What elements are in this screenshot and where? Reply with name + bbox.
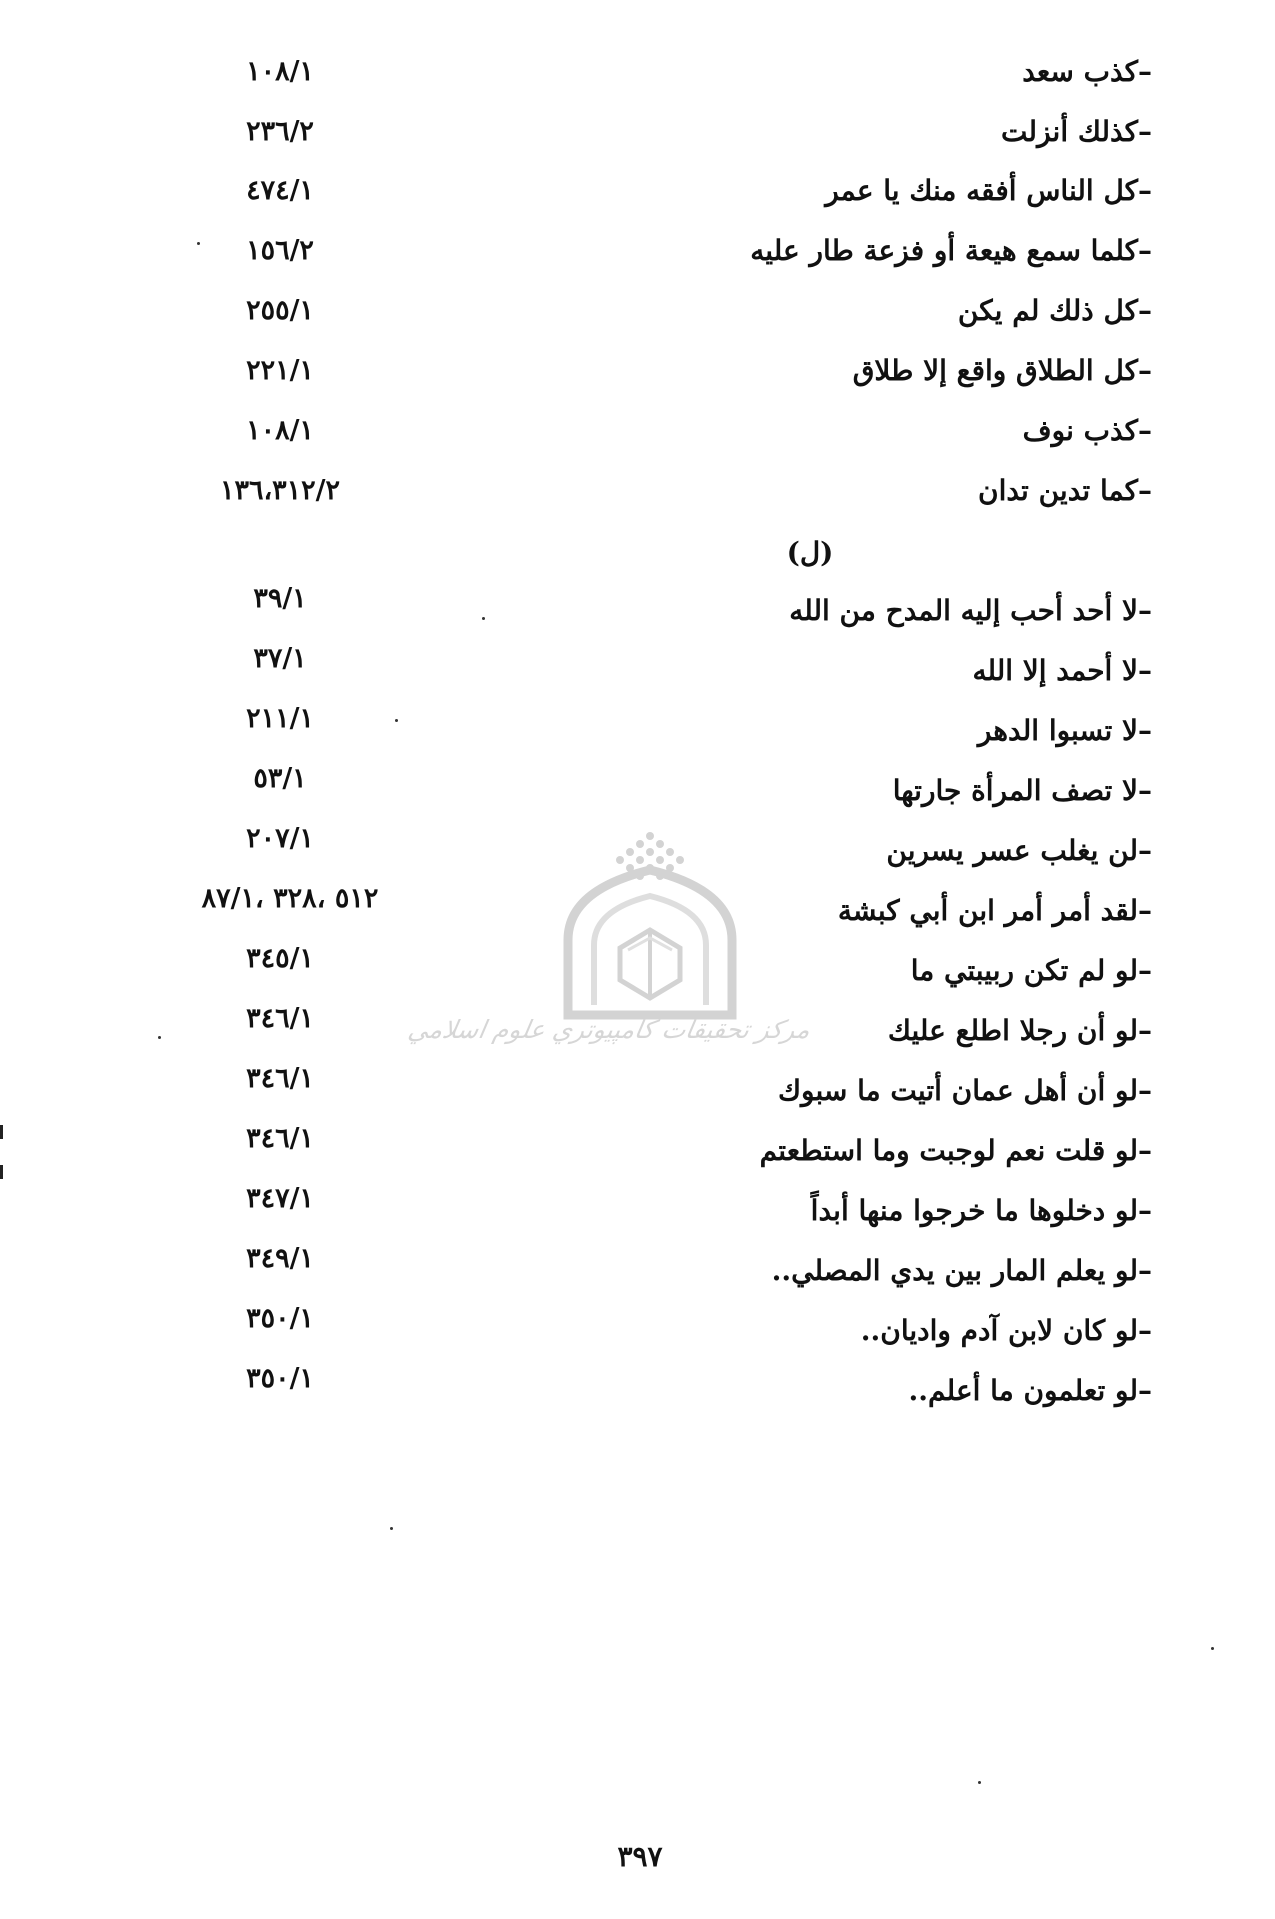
page-reference: ٣٩/١ <box>253 583 307 614</box>
hadith-entry: –لو لم تكن ربيبتي ما <box>910 954 1152 987</box>
scan-edge-mark <box>0 1125 3 1139</box>
index-row <box>0 411 1275 471</box>
page-reference: ٢٥٥/١ <box>246 295 314 326</box>
hadith-entry: –لو تعلمون ما أعلم.. <box>908 1374 1152 1407</box>
hadith-entry: –لقد أمر أمر ابن أبي كبشة <box>837 894 1152 927</box>
page-reference: ٣٤٧/١ <box>246 1183 314 1214</box>
scan-edge-mark <box>0 1165 3 1179</box>
page-reference: ٤٧٤/١ <box>246 175 314 206</box>
scan-speck <box>978 1781 981 1784</box>
hadith-entry: –لا أحمد إلا الله <box>972 654 1152 687</box>
hadith-entry: –لا أحد أحب إليه المدح من الله <box>789 594 1152 627</box>
page-number: ٣٩٧ <box>617 1840 663 1873</box>
hadith-entry: –كل ذلك لم يكن <box>957 294 1152 327</box>
page-reference: ٣٧/١ <box>253 643 307 674</box>
page-reference: ١٠٨/١ <box>246 415 314 446</box>
mosque-arch-book-logo-icon <box>490 830 810 1020</box>
scan-speck <box>158 1036 161 1039</box>
hadith-entry: –كما تدين تدان <box>978 474 1152 507</box>
index-row <box>0 231 1275 291</box>
page-reference: ١٣٦،٣١٢/٢ <box>219 475 341 506</box>
page-reference: ٣٤٦/١ <box>246 1123 314 1154</box>
hadith-entry: –لا تصف المرأة جارتها <box>892 774 1152 807</box>
page-reference: ٢١١/١ <box>246 703 314 734</box>
page-reference: ٣٤٦/١ <box>246 1063 314 1094</box>
page-reference: ٣٥٠/١ <box>246 1363 314 1394</box>
hadith-entry: –كذب سعد <box>1022 55 1152 88</box>
hadith-entry: –لو يعلم المار بين يدي المصلي.. <box>771 1254 1152 1287</box>
page-reference: ٥٣/١ <box>253 763 307 794</box>
index-row <box>0 351 1275 411</box>
hadith-entry: –كل الناس أفقه منك يا عمر <box>825 174 1152 207</box>
hadith-entry: –لو كان لابن آدم واديان.. <box>860 1314 1152 1347</box>
scan-speck <box>395 719 398 722</box>
hadith-entry: –كذلك أنزلت <box>1001 115 1152 148</box>
section-heading: (ل) <box>786 536 834 569</box>
hadith-entry: –كذب نوف <box>1022 414 1152 447</box>
hadith-entry: –لو أن أهل عمان أتيت ما سبوك <box>777 1074 1152 1107</box>
page-reference: ١٥٦/٢ <box>246 235 314 266</box>
hadith-entry: –لو أن رجلا اطلع عليك <box>887 1014 1152 1047</box>
index-row <box>0 112 1275 172</box>
page-reference: ٣٥٠/١ <box>246 1303 314 1334</box>
watermark <box>405 830 813 1110</box>
page-reference: ٥١٢ ،٣٢٨ ،٨٧/١ <box>201 883 379 914</box>
hadith-entry: –لن يغلب عسر يسرين <box>886 834 1152 867</box>
page-reference: ٢٣٦/٢ <box>246 116 314 147</box>
hadith-entry: –لو قلت نعم لوجبت وما استطعتم <box>759 1134 1152 1167</box>
index-row <box>0 291 1275 351</box>
page-reference: ٣٤٦/١ <box>246 1003 314 1034</box>
page-reference: ٢٢١/١ <box>246 355 314 386</box>
hadith-entry: –كلما سمع هيعة أو فزعة طار عليه <box>750 234 1152 267</box>
hadith-entry: –لو دخلوها ما خرجوا منها أبداً <box>810 1194 1152 1227</box>
page-reference: ٣٤٩/١ <box>246 1243 314 1274</box>
scan-speck <box>390 1527 393 1530</box>
page-reference: ١٠٨/١ <box>246 56 314 87</box>
index-row <box>0 1363 1275 1431</box>
scan-speck <box>1211 1647 1214 1650</box>
index-row <box>0 52 1275 112</box>
watermark-text: مركز تحقيقات كامپيوتري علوم اسلامي <box>405 1015 813 1044</box>
scan-speck <box>482 617 485 620</box>
index-row <box>0 171 1275 231</box>
hadith-entry: –كل الطلاق واقع إلا طلاق <box>852 354 1152 387</box>
page-reference: ٢٠٧/١ <box>246 823 314 854</box>
page-reference: ٣٤٥/١ <box>246 943 314 974</box>
scan-speck <box>197 242 200 245</box>
hadith-entry: –لا تسبوا الدهر <box>977 714 1152 747</box>
index-row <box>0 471 1275 531</box>
